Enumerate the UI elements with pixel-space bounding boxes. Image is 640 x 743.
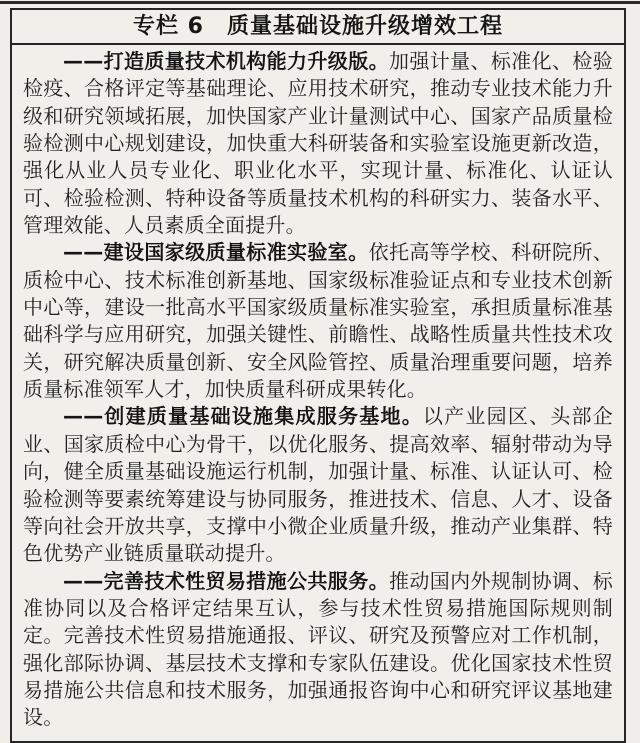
paragraph-2-lead: ——建设国家级质量标准实验室。	[63, 240, 369, 265]
paragraph-3-text: 以产业园区、头部企业、国家质检中心为骨干，以优化服务、提高效率、辐射带动为导向，健全质量基础设施运行机制，加强计量、标准、认证认可、检验检测等要素统筹建设与协同服务，推进技术、信息、人才、设备等向社会开放共享，支撑中小微企业质量升级，推动产业集群、特色优势产业链质量联动提升。	[23, 404, 613, 566]
paragraph-1-lead: ——打造质量技术机构能力升级版。	[63, 49, 389, 73]
paragraph-2	[23, 239, 613, 403]
paragraph-4-lead: ——完善技术性贸易措施公共服务。	[63, 568, 389, 593]
page-top-rule	[0, 1, 640, 4]
paragraph-1	[23, 48, 613, 239]
paragraph-4-text: 推动国内外规制协调、标准协同以及合格评定结果互认，参与技术性贸易措施国际规则制定。完善技术性贸易措施通报、评议、研究及预警应对工作机制，强化部际协调、基层技术支撑和专家队伍建设。优化国家技术性贸易措施公共信息和技术服务，加强通报咨询中心和研究评议基地建设。	[23, 568, 614, 730]
column-title: 专栏 6 质量基础设施升级增效工程	[12, 10, 624, 45]
paragraph-3	[23, 403, 613, 567]
column-body	[12, 45, 624, 741]
paragraph-4	[23, 568, 613, 732]
column-box	[10, 8, 626, 743]
paragraph-3-lead: ——创建质量基础设施集成服务基地。	[63, 404, 423, 429]
paragraph-1-text: 加强计量、标准化、检验检疫、合格评定等基础理论、应用技术研究，推动专业技术能力升级和研究领域拓展，加快国家产业计量测试中心、国家产品质量检验检测中心规划建设，加快重大科研装备和实验室设施更新改造，强化从业人员专业化、职业化水平，实现计量、标准化、认证认可、检验检测、特种设备等质量技术机构的科研实力、装备水平、管理效能、人员素质全面提升。	[23, 49, 614, 238]
paragraph-2-text: 依托高等学校、科研院所、质检中心、技术标准创新基地、国家级标准验证点和专业技术创新中心等，建设一批高水平国家级质量标准实验室，承担质量标准基础科学与应用研究，加强关键性、前瞻性、战略性质量共性技术攻关，研究解决质量创新、安全风险管控、质量治理重要问题，培养质量标准领军人才，加快质量科研成果转化。	[23, 240, 613, 402]
